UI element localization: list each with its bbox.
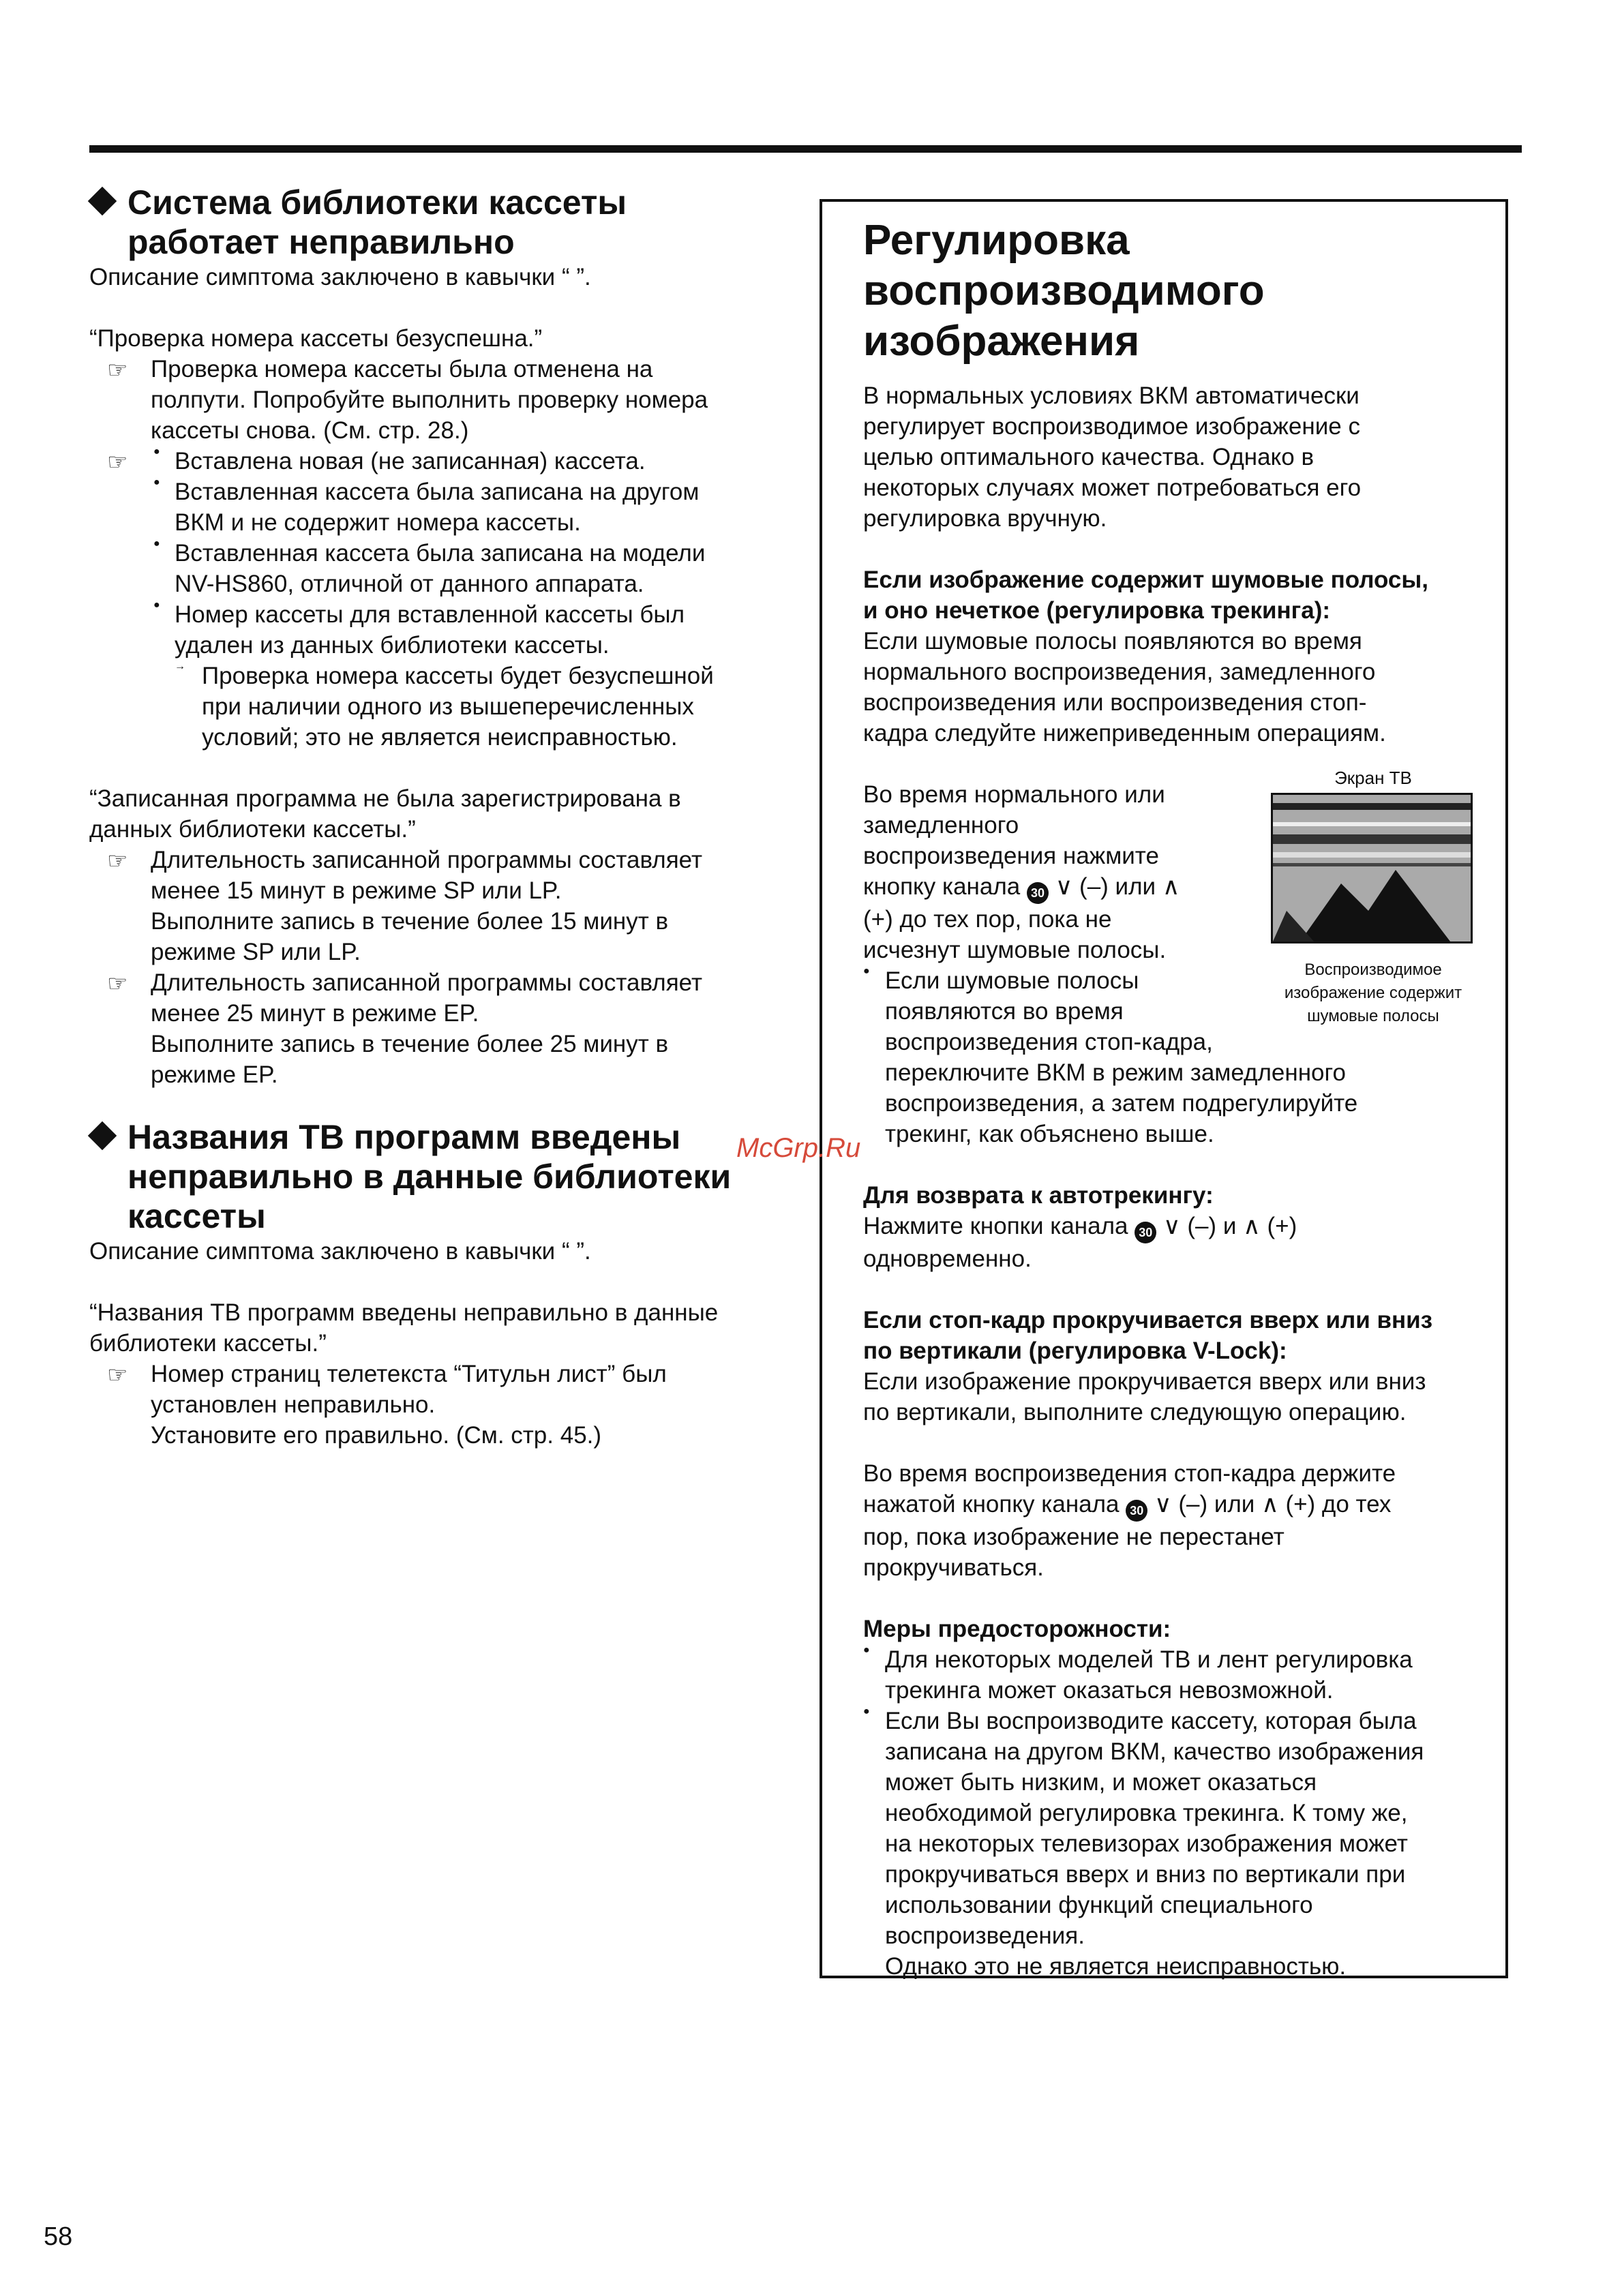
remedy-item: ☞ Длительность записанной программы составляет менее 25 минут в режиме EP. Выполните запись в течение более 25 минут в режиме EP.: [107, 969, 702, 1088]
watermark: McGrp.Ru: [736, 1133, 861, 1163]
bullet-icon: ●: [863, 965, 870, 977]
diamond-bullet-icon: [88, 1121, 117, 1150]
heading-auto-tracking: Для возврата к автотрекингу:: [863, 1182, 1214, 1209]
pointing-hand-icon: ☞: [107, 449, 128, 475]
bullet-icon: ●: [153, 477, 160, 488]
chevron-down-icon: ∨: [1055, 873, 1073, 900]
remedy-item: ☞ Проверка номера кассеты была отменена на полпути. Попробуйте выполнить проверку номера кассеты снова. (См. стр. 28.): [107, 356, 708, 444]
arrow-right-icon: →: [175, 661, 185, 672]
button-30-icon: 30: [1126, 1500, 1147, 1522]
remedy-item: ☞ ● Вставлена новая (не записанная) кассета. ● Вставленная кассета была записана на другом ВКМ и не содержит номера кассеты. ● Вставленная кассета была записана на модели NV-HS860, отличной от данного аппарата. ● Номер кассеты для вставленной кассеты был удален из данных библиотеки кассеты. → Проверка номера кассеты будет безуспешной при наличии одного из вышеперечисленных условий; это не является неисправностью.: [107, 446, 714, 751]
bullet-icon: ●: [153, 538, 160, 549]
tv-screen-illustration: Экран ТВ Воспроизводимое изображение содержит шумовые полосы: [1271, 768, 1475, 1028]
pointing-hand-icon: ☞: [107, 848, 128, 874]
chevron-up-icon: ∧: [1243, 1213, 1261, 1239]
section-title-tv-names: Названия ТВ программ введены неправильно в данные библиотеки кассеты: [89, 1117, 805, 1236]
noisy-picture-image: [1271, 793, 1473, 943]
button-30-icon: 30: [1135, 1222, 1156, 1243]
symptom-intro: Описание симптома заключено в кавычки “ ”.: [89, 264, 591, 290]
section-title-cassette-library: Система библиотеки кассеты работает неправильно: [89, 183, 805, 262]
pointing-hand-icon: ☞: [107, 971, 128, 997]
chevron-down-icon: ∨: [1154, 1491, 1172, 1517]
heading-vlock: Если стоп-кадр прокручивается вверх или вниз: [863, 1307, 1433, 1333]
heading-tracking: Если изображение содержит шумовые полосы,: [863, 567, 1429, 593]
page-number: 58: [44, 2222, 73, 2251]
top-rule: [89, 145, 1522, 153]
symptom-quote: “Записанная программа не была зарегистрирована в: [89, 785, 681, 812]
chevron-up-icon: ∧: [1261, 1491, 1279, 1517]
diamond-bullet-icon: [88, 187, 117, 215]
remedy-item: ☞ Длительность записанной программы составляет менее 15 минут в режиме SP или LP. Выполните запись в течение более 15 минут в режиме SP или LP.: [107, 847, 702, 965]
left-column: Система библиотеки кассеты работает неправильно Описание симптома заключено в кавычки “ ”. “Проверка номера кассеты безуспешна.” ☞ Проверка номера кассеты была отменена на полпути. Попробуйте выполнить проверку номера кассеты снова. (См. стр. 28.) ☞ ● Вставлена новая (не записанная) кассета. ● Вставленная кассета была записана на другом ВКМ и не содержит номера кассеты. ● Вставленная кассета была записана на модели NV-HS860, отличной от данного аппарата. ● Номер кассеты для вставленной кассеты был удален из данных библиотеки кассеты. → Проверка номера кассеты будет безуспешной при наличии одного из вышеперечисленных условий; это не является неисправностью. “Записанная программа не была зарегистрирована в данных библиотеки кассеты.” ☞ Длительность записанной программы составляет менее 15 минут в режиме SP или LP. Выполните запись в течение более 15 минут в режиме SP или LP. ☞ Длительность записанной программы составляет менее 25 минут в режиме EP. Выполните запись в течение более 25 минут в режиме EP. Названия ТВ программ введены неправильно в данные библиотеки кассеты Описание симптома заключено в кавычки “ ”. “Названия ТВ программ введены неправильно в данные библиотеки кассеты.” ☞ Номер страниц телетекста “Титульн лист” был установлен неправильно. Установите его правильно. (См. стр. 45.): [89, 183, 805, 1451]
chevron-up-icon: ∧: [1162, 873, 1180, 900]
pointing-hand-icon: ☞: [107, 1362, 128, 1388]
bullet-icon: ●: [153, 446, 160, 457]
picture-adjustment-box: Регулировка воспроизводимого изображения В нормальных условиях ВКМ автоматически регулирует воспроизводимое изображение с целью оптимального качества. Однако в некоторых случаях может потребоваться его регулировка вручную. Если изображение содержит шумовые полосы, и оно нечеткое (регулировка трекинга): Если шумовые полосы появляются во время нормального воспроизведения, замедленного воспроизведения или воспроизведения стоп- кадра следуйте нижеприведенным операциям. Во время нормального или замедленного воспроизведения нажмите кнопку канала 30 ∨ (–) или ∧ (+) до тех пор, пока не исчезнут шумовые полосы. ● Если шумовые полосы появляются во время воспроизведения стоп-кадра, переключите ВКМ в режим замедленного воспроизведения, а затем подрегулируйте трекинг, как объяснено выше. Экран ТВ Воспроизводимое изображение содержит шумовые полосы Для возврата к автотрекингу: Нажмите кнопки канала 30 ∨ (–) и ∧ (+) одновременно. Если стоп-кадр прокручивается вверх или вниз по вертикали (регулировка V-Lock): Если изображение прокручивается вверх или вниз по вертикали, выполните следующую операцию. Во время воспроизведения стоп-кадра держите нажатой кнопку канала 30 ∨ (–) или ∧ (+) до тех пор, пока изображение не перестанет прокручиваться. Меры предосторожности: ● Для некоторых моделей ТВ и лент регулировка трекинга может оказаться невозможной. ● Если Вы воспроизводите кассету, которая была записана на другом ВКМ, качество изображения может быть низким, и может оказаться необходимой регулировка трекинга. К тому же, на некоторых телевизорах изображения может прокручиваться вверх и вниз по вертикали при использовании функций специального воспроизведения. Однако это не является неисправностью.: [820, 199, 1508, 1978]
symptom-quote: “Названия ТВ программ введены неправильно в данные: [89, 1299, 719, 1326]
box-title: Регулировка воспроизводимого изображения: [863, 217, 1265, 365]
button-30-icon: 30: [1027, 882, 1049, 904]
bullet-icon: ●: [863, 1706, 870, 1717]
symptom-quote: “Проверка номера кассеты безуспешна.”: [89, 325, 543, 352]
pointing-hand-icon: ☞: [107, 357, 128, 383]
symptom-intro: Описание симптома заключено в кавычки “ ”.: [89, 1238, 591, 1265]
bullet-icon: ●: [863, 1644, 870, 1656]
remedy-item: ☞ Номер страниц телетекста “Титульн лист” был установлен неправильно. Установите его правильно. (См. стр. 45.): [107, 1361, 667, 1449]
bullet-icon: ●: [153, 599, 160, 611]
chevron-down-icon: ∨: [1162, 1213, 1181, 1239]
heading-precautions: Меры предосторожности:: [863, 1616, 1171, 1642]
